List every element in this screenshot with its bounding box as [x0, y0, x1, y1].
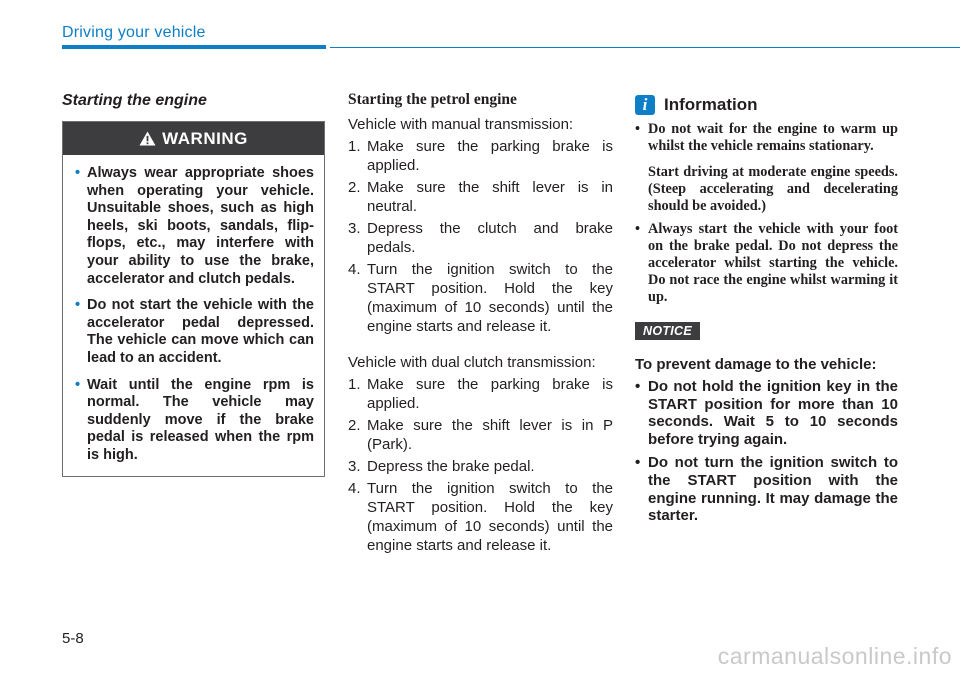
page-number: 5-8	[62, 630, 84, 647]
warning-list	[63, 155, 324, 465]
step-item: 2. Make sure the shift lever is in P (Park).	[348, 417, 613, 453]
step-item: 1. Make sure the parking brake is applied.	[348, 138, 613, 174]
dct-steps-list	[348, 375, 613, 555]
warning-item: • Do not start the vehicle with the accelerator pedal depressed. The vehicle can move which can lead to an accident.	[75, 297, 314, 366]
manual-steps-list	[348, 137, 613, 336]
info-icon: i	[635, 95, 655, 115]
step-item: 3. Depress the brake pedal.	[348, 458, 535, 475]
information-item: • Always start the vehicle with your foot on the brake pedal. Do not depress the accelerator whilst starting the vehicle. Do not race the engine whilst warming it up.	[635, 221, 898, 305]
warning-item: • Wait until the engine rpm is normal. The vehicle may suddenly move if the brake pedal is released when the rpm is high.	[75, 376, 314, 463]
bullet-icon: •	[635, 221, 641, 237]
information-header	[635, 95, 898, 115]
notice-badge: NOTICE	[635, 322, 700, 340]
dual-clutch-intro: Vehicle with dual clutch transmission:	[348, 354, 596, 371]
watermark-text: carmanualsonline.info	[717, 643, 952, 669]
information-section	[635, 95, 898, 531]
petrol-engine-title: Starting the petrol engine	[348, 91, 517, 108]
notice-title: To prevent damage to the vehicle:	[635, 356, 877, 373]
warning-header	[63, 122, 324, 155]
bullet-icon: •	[635, 378, 641, 395]
information-title: Information	[664, 95, 758, 114]
bullet-icon: •	[635, 121, 641, 137]
bullet-icon: •	[75, 376, 81, 393]
bullet-icon: •	[635, 454, 641, 472]
information-item: • Do not wait for the engine to warm up whilst the vehicle remains stationary. Start driving at moderate engine speeds. (Steep accelerating and decelerating should be avoided.)	[635, 121, 898, 214]
warning-item: • Always wear appropriate shoes when operating your vehicle. Unsuitable shoes, such as high heels, ski boots, sandals, flip-flops, etc., may interfere with your ability to use the brake, accelerator and clutch pedals.	[75, 165, 314, 287]
warning-box	[62, 121, 325, 477]
page-title: Starting the engine	[62, 92, 207, 109]
petrol-engine-section	[348, 90, 613, 558]
step-item: 4. Turn the ignition switch to the START position. Hold the key (maximum of 10 seconds) until the engine starts and release it.	[348, 480, 613, 554]
notice-list	[635, 378, 898, 525]
header-accent-bar	[62, 45, 326, 49]
step-item: 2. Make sure the shift lever is in neutral.	[348, 179, 613, 215]
notice-item: • Do not turn the ignition switch to the START position with the engine running. It may damage the starter.	[635, 454, 898, 525]
notice-item: • Do not hold the ignition key in the START position for more than 10 seconds. Wait 5 to 10 seconds before trying again.	[635, 378, 898, 448]
manual-transmission-intro: Vehicle with manual transmission:	[348, 116, 574, 133]
warning-label: WARNING	[162, 128, 248, 148]
step-item: 3. Depress the clutch and brake pedals.	[348, 220, 613, 256]
bullet-icon: •	[75, 297, 81, 314]
bullet-icon: •	[75, 165, 81, 181]
warning-triangle-icon	[139, 131, 156, 146]
information-item-extra: Start driving at moderate engine speeds. (Steep accelerating and decelerating should be avoided.)	[648, 164, 898, 214]
section-header-title: Driving your vehicle	[62, 24, 206, 41]
information-list	[635, 121, 898, 306]
step-item: 4. Turn the ignition switch to the START position. Hold the key (maximum of 10 seconds) until the engine starts and release it.	[348, 261, 613, 335]
step-item: 1. Make sure the parking brake is applied.	[348, 376, 613, 412]
header-rule	[330, 47, 960, 48]
